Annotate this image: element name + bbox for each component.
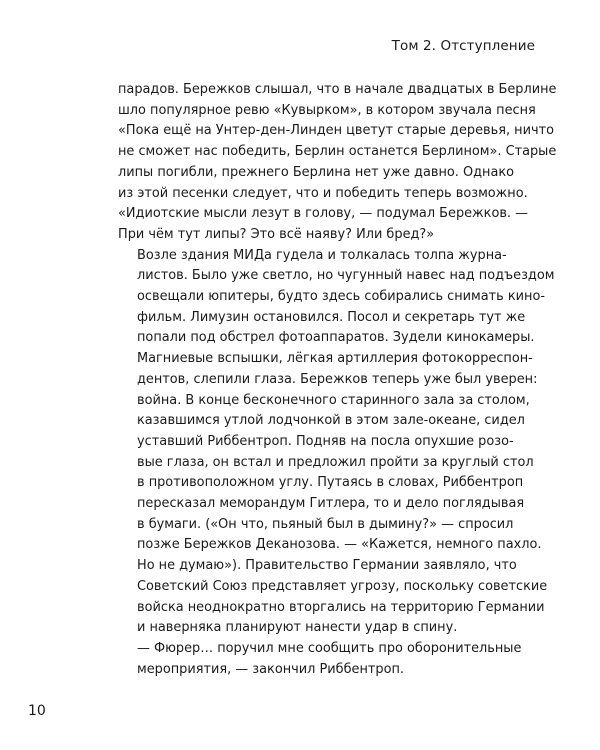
text-line: и наверняка планируют нанести удар в спину. <box>137 620 458 636</box>
text-line: пересказал меморандум Гитлера, то и дело поглядывая <box>137 496 525 512</box>
text-line: из этой песенки следует, что и победить теперь возможно. <box>118 185 528 201</box>
text-line: фильм. Лимузин остановился. Посол и секретарь тут же <box>137 309 526 325</box>
text-line: война. В конце бесконечного старинного зала за столом, <box>137 392 530 408</box>
text-line: парадов. Бережков слышал, что в начале двадцатых в Берлине <box>118 82 557 97</box>
running-title: Том 2. Отступление <box>391 38 535 54</box>
text-line: уставший Риббентроп. Подняв на посла опухшие розо- <box>137 433 514 449</box>
text-line: не сможет нас победить, Берлин останется Берлином». Старые <box>118 144 557 160</box>
text-line: в бумаги. («Он что, пьяный был в дымину?» — спросил <box>137 516 514 532</box>
text-line: «Идиотские мысли лезут в голову, — подумал Бережков. — <box>118 206 529 222</box>
text-line: — Фюрер… поручил мне сообщить про оборонительные <box>137 640 522 656</box>
text-line: шло популярное ревю «Кувырком», в котором звучала песня <box>118 102 536 118</box>
body-text <box>118 80 557 680</box>
page-number: 10 <box>28 703 46 719</box>
text-line: попали под обстрел фотоаппаратов. Зудели кинокамеры. <box>137 330 535 346</box>
text-line: Магниевые вспышки, лёгкая артиллерия фотокорреспон- <box>137 351 533 367</box>
text-line: Возле здания МИДа гудела и толкалась толпа журна- <box>137 247 507 263</box>
text-line: казавшимся утлой лодчонкой в этом зале-океане, сидел <box>137 413 525 429</box>
text-line: освещали юпитеры, будто здесь собирались снимать кино- <box>137 289 546 305</box>
paragraph <box>118 246 555 639</box>
text-line: Но не думаю»). Правительство Германии заявляло, что <box>137 558 517 574</box>
text-line: липы погибли, прежнего Берлина нет уже давно. Однако <box>118 164 515 180</box>
text-line: дентов, слепили глаза. Бережков теперь уже был уверен: <box>137 371 538 387</box>
text-line: При чём тут липы? Это всё наяву? Или бред?» <box>118 226 435 242</box>
text-line: «Пока ещё на Унтер-ден-Линден цветут старые деревья, ничто <box>118 123 554 139</box>
text-line: вые глаза, он встал и предложил пройти за круглый стол <box>137 454 534 470</box>
paragraph <box>118 639 522 680</box>
text-line: позже Бережков Деканозова. — «Кажется, немного пахло. <box>137 537 542 553</box>
text-line: мероприятия, — закончил Риббентроп. <box>137 661 404 677</box>
paragraph <box>118 80 557 246</box>
text-line: войска неоднократно вторгались на территорию Германии <box>137 599 545 615</box>
text-line: в противоположном углу. Путаясь в словах, Риббентроп <box>137 475 524 491</box>
text-line: Советский Союз представляет угрозу, поскольку советские <box>137 578 548 594</box>
text-line: листов. Было уже светло, но чугунный навес над подъездом <box>137 268 555 284</box>
